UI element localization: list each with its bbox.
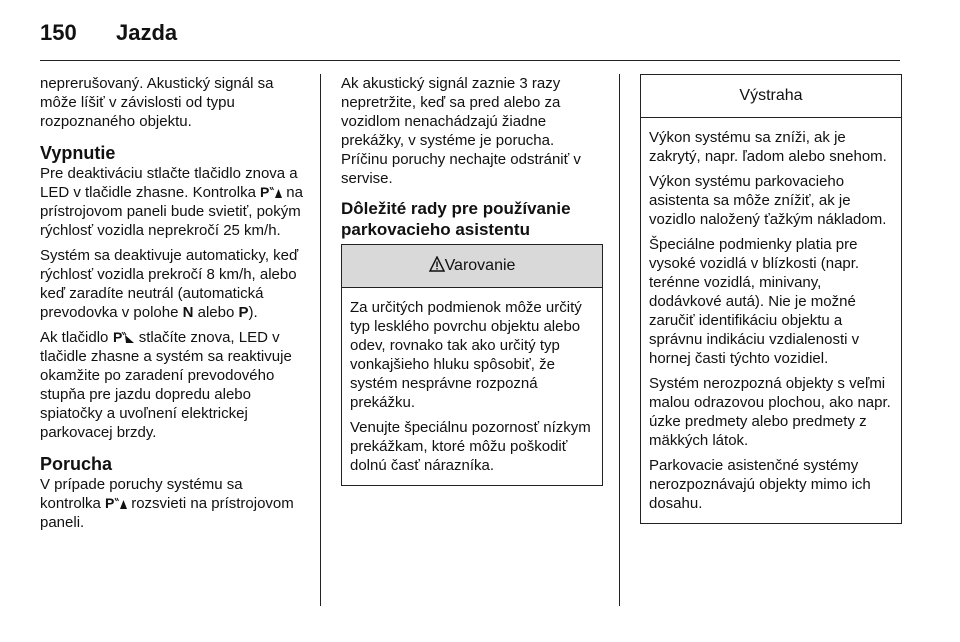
paragraph xyxy=(40,475,306,532)
text: Systém sa deaktivuje automaticky, keď rýchlosť vozidla prekročí 8 km/h, alebo keď zaradíte neutrál (automatická prevodovka v polohe xyxy=(40,247,299,321)
paragraph xyxy=(40,164,306,240)
text: na prístrojovom paneli bude svietiť, pokým rýchlosť vozidla neprekročí 25 km/h. xyxy=(40,184,303,239)
paragraph: Systém nerozpozná objekty s veľmi malou odrazovou plochou, ako napr. úzke predmety alebo predmety z mäkkých látok. xyxy=(649,375,891,449)
text: V prípade poruchy systému sa kontrolka xyxy=(40,476,243,512)
svg-text:P: P xyxy=(260,184,270,199)
text: Ak tlačidlo xyxy=(40,329,109,346)
page-header xyxy=(40,14,900,54)
paragraph: Parkovacie asistenčné systémy nerozpoznávajú objekty mimo ich dosahu. xyxy=(649,457,871,512)
caution-box-header: Výstraha xyxy=(641,75,901,118)
paragraph: Výkon systému sa zníži, ak je zakrytý, napr. ľadom alebo snehom. xyxy=(649,129,887,165)
warning-title: Varovanie xyxy=(444,257,516,274)
column-divider xyxy=(619,74,620,606)
page-number: 150 xyxy=(40,20,77,45)
paragraph: Ak akustický signál zaznie 3 razy nepretržite, keď sa pred alebo za vozidlom nenachádzajú žiadne prekážky, v systéme je porucha. Príčinu poruchy nechajte odstrániť v servise. xyxy=(341,75,581,187)
page-title: Jazda xyxy=(116,20,178,45)
paragraph: Za určitých podmienok môže určitý typ lesklého povrchu objektu alebo odev, rovnako tak ako určitý typ vonkajšieho hluku spôsobiť, že systém nesprávne rozpozná prekážku. xyxy=(350,299,582,411)
column-1 xyxy=(40,74,306,538)
column-3 xyxy=(640,74,902,524)
parking-button-icon xyxy=(113,329,135,344)
text: Pre deaktiváciu stlačte tlačidlo znova a LED v tlačidle zhasne. Kontrolka xyxy=(40,165,298,201)
heading-vypnutie: Vypnutie xyxy=(40,143,116,163)
warning-triangle-icon xyxy=(429,247,445,263)
column-2 xyxy=(341,74,603,486)
paragraph: Špeciálne podmienky platia pre vysoké vozidlá v blízkosti (napr. terénne vozidlá, minivany, dodávkové autá). Nie je možné zaručiť identifikáciu objektu a správnu indikáciu vzdialenosti v hornej časti týchto vozidiel. xyxy=(649,236,860,367)
warning-box-body xyxy=(342,288,602,485)
text: ). xyxy=(248,304,258,321)
parking-assist-icon xyxy=(260,184,282,199)
header-rule xyxy=(40,60,900,61)
text: rozsvieti na prístrojovom paneli. xyxy=(40,495,294,531)
caution-box xyxy=(640,74,902,524)
paragraph xyxy=(40,328,306,442)
caution-box-body xyxy=(641,118,901,523)
gear-p: P xyxy=(238,304,249,321)
gear-n: N xyxy=(182,304,194,321)
paragraph xyxy=(40,246,306,322)
paragraph: neprerušovaný. Akustický signál sa môže líšiť v závislosti od typu rozpoznaného objektu. xyxy=(40,75,274,130)
svg-text:P: P xyxy=(105,495,115,510)
text: alebo xyxy=(197,304,235,321)
text: stlačíte znova, LED v tlačidle zhasne a systém sa reaktivuje okamžite po zaradení prevodového stupňa pre jazdu dopredu alebo spiatočky a uvoľnení elektrickej parkovacej brzdy. xyxy=(40,329,292,441)
warning-box xyxy=(341,244,603,486)
warning-box-header xyxy=(342,245,602,288)
svg-text:P: P xyxy=(112,329,122,344)
heading-porucha: Porucha xyxy=(40,454,113,474)
paragraph: Výkon systému parkovacieho asistenta sa môže znížiť, ak je vozidlo naložený ťažkým nákladom. xyxy=(649,173,887,228)
paragraph: Venujte špeciálnu pozornosť nízkym prekážkam, ktoré môžu poškodiť dolnú časť nárazníka. xyxy=(350,419,591,474)
heading-dolezite-rady: Dôležité rady pre používanie parkovacieho asistentu xyxy=(341,199,571,239)
column-divider xyxy=(320,74,321,606)
parking-assist-icon xyxy=(105,495,127,510)
